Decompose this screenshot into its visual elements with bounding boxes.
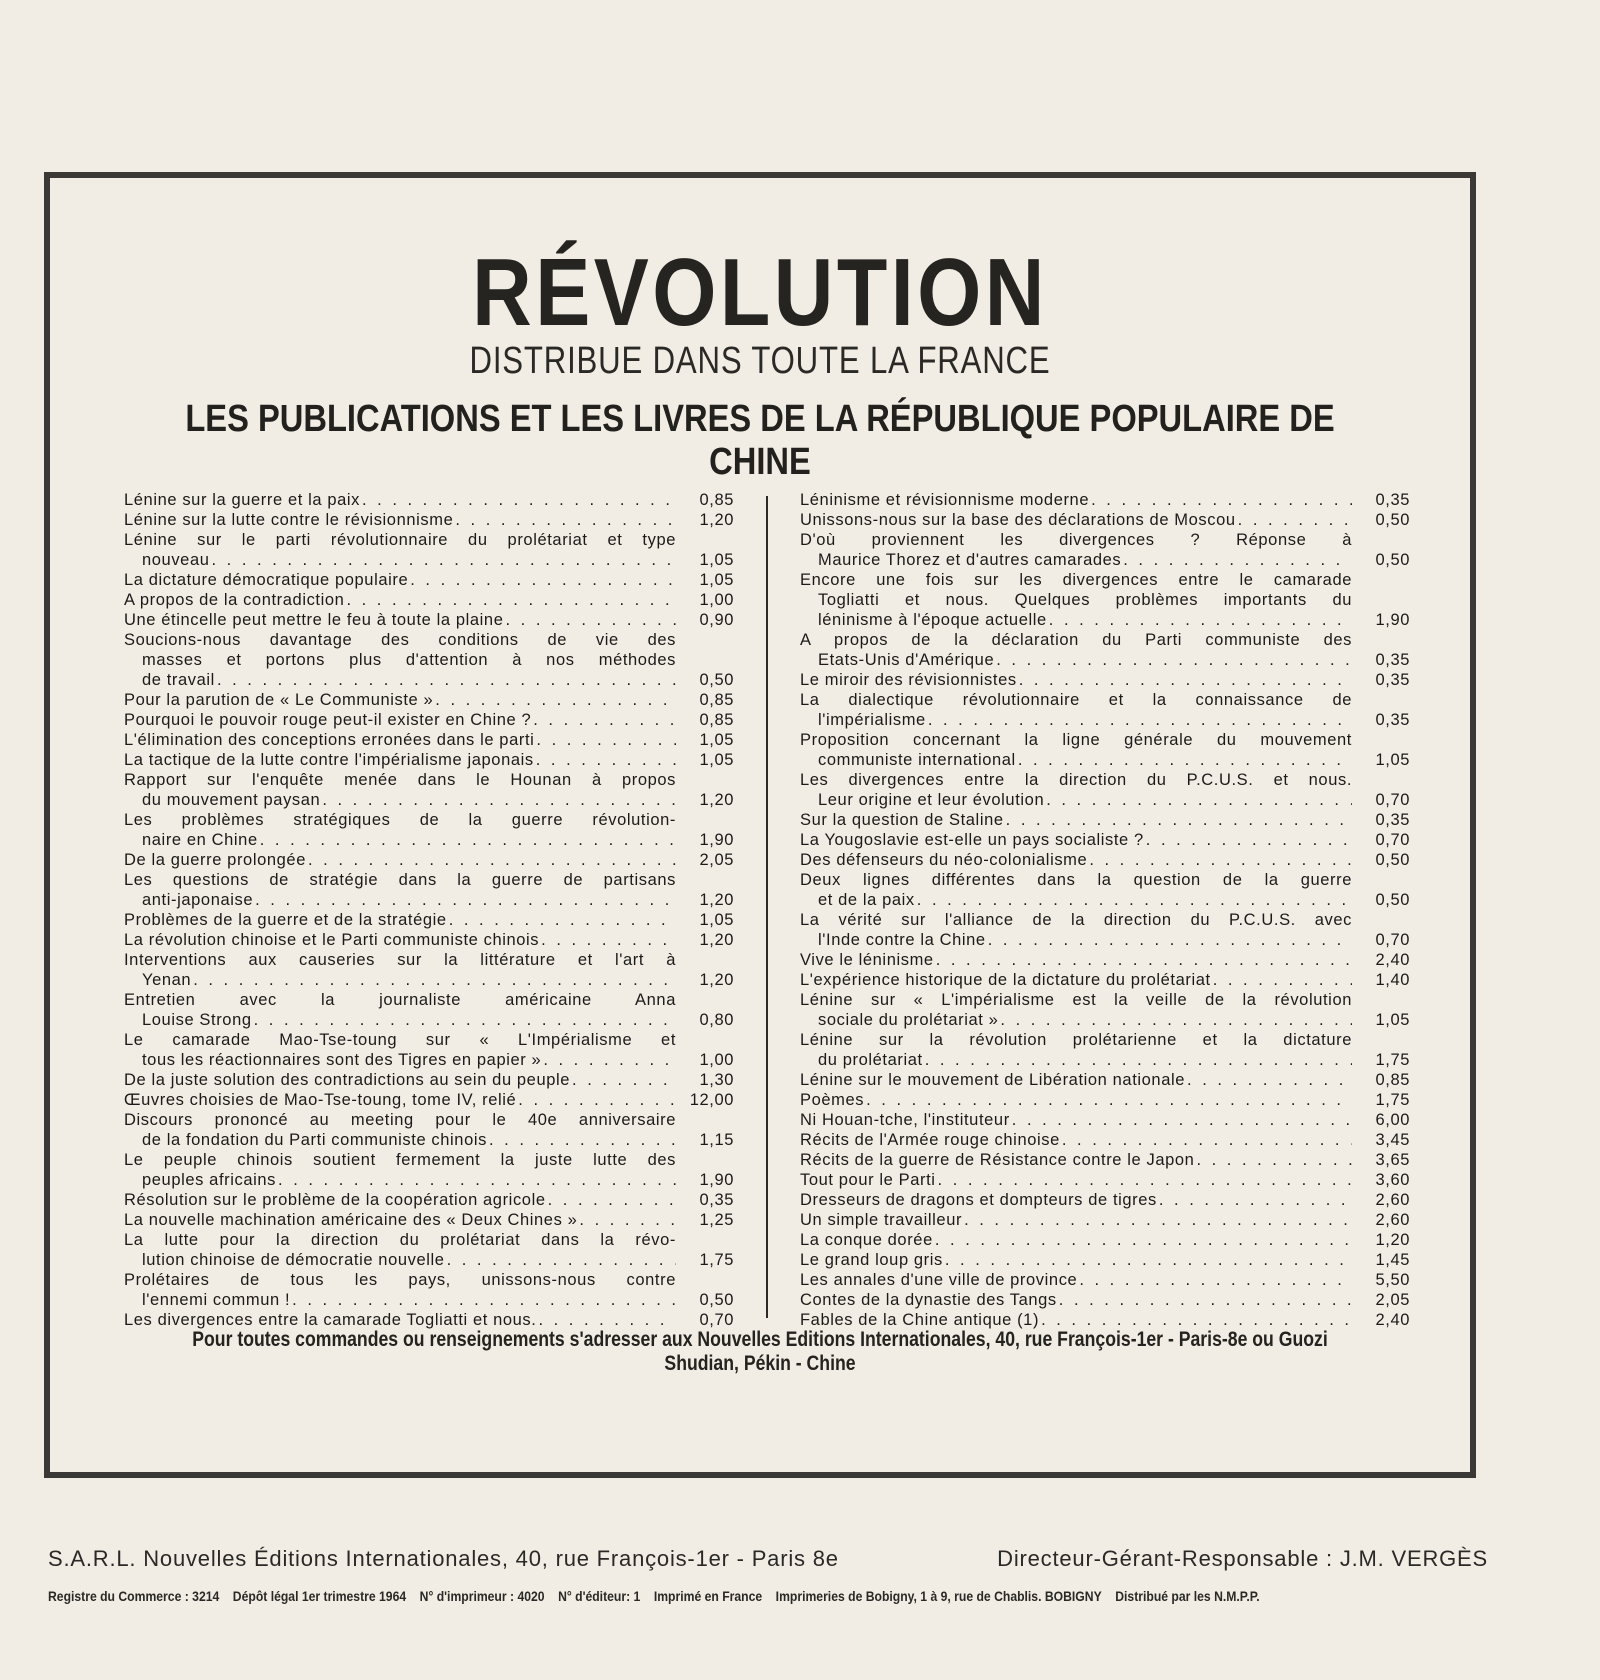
entry-title: Pour la parution de « Le Communiste »: [124, 691, 434, 709]
entry-price: 0,50: [1375, 851, 1410, 869]
entry-title: du prolétariat: [818, 1051, 923, 1069]
entry-title: Une étincelle peut mettre le feu à toute la plaine: [124, 611, 504, 629]
catalog-entry: [800, 1310, 1410, 1330]
entry-price: 1,20: [1375, 1231, 1410, 1249]
catalog-entry: [124, 950, 734, 990]
dot-leader: [1196, 1150, 1352, 1170]
catalog-entry: [124, 590, 734, 610]
entry-price: 1,05: [699, 551, 734, 569]
entry-title: l'impérialisme: [818, 711, 926, 729]
dot-leader: [572, 1070, 676, 1090]
entry-title: Entretien avec la journaliste américaine Anna: [124, 991, 676, 1009]
entry-title: Les divergences entre la camarade Togliatti et nous.: [124, 1311, 537, 1329]
catalog-entry: [124, 910, 734, 930]
entry-title: Léninisme et révisionnisme moderne: [800, 491, 1090, 509]
entry-title: Togliatti et nous. Quelques problèmes importants du: [818, 591, 1352, 609]
catalog-entry: [800, 1130, 1410, 1150]
catalog-entry: [124, 530, 734, 570]
entry-title: Le peuple chinois soutient fermement la juste lutte des: [124, 1151, 676, 1169]
dot-leader: [518, 1090, 676, 1110]
dot-leader: [260, 830, 676, 850]
entry-price: 0,90: [699, 611, 734, 629]
catalog-entry: [800, 1150, 1410, 1170]
entry-title: lution chinoise de démocratie nouvelle: [142, 1251, 445, 1269]
dot-leader: [1046, 790, 1352, 810]
catalog-entry: [800, 970, 1410, 990]
entry-price: 6,00: [1375, 1111, 1410, 1129]
dot-leader: [1018, 750, 1352, 770]
catalog-frame: [44, 172, 1476, 1478]
entry-title: et de la paix: [818, 891, 915, 909]
catalog-entry: [800, 910, 1410, 950]
dot-leader: [936, 950, 1352, 970]
dot-leader: [212, 550, 676, 570]
catalog-entry: [124, 990, 734, 1030]
dot-leader: [322, 790, 676, 810]
entry-price: 1,20: [699, 971, 734, 989]
entry-title: La dictature démocratique populaire: [124, 571, 409, 589]
catalog-entry: [124, 1090, 734, 1110]
catalog-entry: [800, 1070, 1410, 1090]
entry-price: 0,70: [699, 1311, 734, 1329]
entry-title: Prolétaires de tous les pays, unissons-nous contre: [124, 1271, 676, 1289]
entry-title: Lénine sur la guerre et la paix: [124, 491, 360, 509]
catalog-entry: [124, 570, 734, 590]
catalog-entry: [124, 810, 734, 850]
dot-leader: [917, 890, 1352, 910]
page-subtitle: DISTRIBUE DANS TOUTE LA FRANCE: [469, 340, 1051, 382]
entry-title: tous les réactionnaires sont des Tigres en papier »: [142, 1051, 542, 1069]
entry-price: 2,05: [1375, 1291, 1410, 1309]
catalog-entry: [124, 710, 734, 730]
catalog-entry: [124, 510, 734, 530]
column-divider: [766, 496, 768, 1318]
catalog-entry: [124, 1150, 734, 1190]
dot-leader: [455, 510, 676, 530]
catalog-entry: [800, 1090, 1410, 1110]
entry-price: 0,35: [1375, 671, 1410, 689]
entry-title: Encore une fois sur les divergences entre le camarade: [800, 571, 1352, 589]
dot-leader: [1041, 1310, 1352, 1330]
entry-title: A propos de la déclaration du Parti communiste des: [800, 631, 1352, 649]
entry-title: Louise Strong: [142, 1011, 252, 1029]
catalog-entry: [800, 1030, 1410, 1070]
entry-title: Vive le léninisme: [800, 951, 934, 969]
catalog-entry: [124, 1030, 734, 1070]
entry-price: 1,40: [1375, 971, 1410, 989]
catalog-entry: [124, 1310, 734, 1330]
entry-price: 0,70: [1375, 931, 1410, 949]
catalog-entry: [800, 630, 1410, 670]
dot-leader: [543, 1050, 676, 1070]
entry-title: Discours prononcé au meeting pour le 40e anniversaire: [124, 1111, 676, 1129]
dot-leader: [362, 490, 676, 510]
entry-price: 1,75: [1375, 1091, 1410, 1109]
dot-leader: [533, 710, 676, 730]
entry-price: 2,05: [699, 851, 734, 869]
dot-leader: [935, 1230, 1352, 1250]
catalog-entry: [800, 1210, 1410, 1230]
dot-leader: [996, 650, 1352, 670]
catalog-entry: [800, 830, 1410, 850]
register-commerce: Registre du Commerce : 3214: [48, 1588, 220, 1604]
catalog-entry: [124, 870, 734, 910]
entry-title: Soucions-nous davantage des conditions de vie des: [124, 631, 676, 649]
entry-price: 1,75: [1375, 1051, 1410, 1069]
entry-price: 5,50: [1375, 1271, 1410, 1289]
dot-leader: [489, 1130, 676, 1150]
entry-title: Lénine sur la lutte contre le révisionnisme: [124, 511, 454, 529]
register-editeur: N° d'éditeur: 1: [558, 1588, 641, 1604]
entry-title: sociale du prolétariat »: [818, 1011, 999, 1029]
entry-title: Récits de la guerre de Résistance contre le Japon: [800, 1151, 1195, 1169]
entry-title: Les annales d'une ville de province: [800, 1271, 1078, 1289]
entry-title: de la fondation du Parti communiste chinois: [142, 1131, 487, 1149]
publisher-line: [48, 1546, 1488, 1572]
entry-title: La vérité sur l'alliance de la direction du P.C.U.S. avec: [800, 911, 1352, 929]
dot-leader: [1146, 830, 1352, 850]
entry-title: Ni Houan-tche, l'instituteur: [800, 1111, 1010, 1129]
entry-title: Lénine sur « L'impérialisme est la veille de la révolution: [800, 991, 1352, 1009]
entry-price: 2,60: [1375, 1211, 1410, 1229]
catalog-column-left: [124, 490, 734, 1330]
entry-title: Proposition concernant la ligne générale du mouvement: [800, 731, 1352, 749]
entry-title: peuples africains: [142, 1171, 277, 1189]
entry-price: 0,85: [1375, 1071, 1410, 1089]
entry-price: 2,60: [1375, 1191, 1410, 1209]
dot-leader: [1049, 610, 1352, 630]
dot-leader: [1012, 1110, 1352, 1130]
entry-title: L'élimination des conceptions erronées dans le parti: [124, 731, 535, 749]
entry-title: nouveau: [142, 551, 210, 569]
entry-price: 0,85: [699, 691, 734, 709]
dot-leader: [255, 890, 676, 910]
entry-price: 0,50: [1375, 511, 1410, 529]
catalog-entry: [124, 490, 734, 510]
dot-leader: [1006, 810, 1352, 830]
dot-leader: [217, 670, 676, 690]
entry-title: La lutte pour la direction du prolétariat dans la révo-: [124, 1231, 676, 1249]
entry-price: 1,20: [699, 791, 734, 809]
entry-title: A propos de la contradiction: [124, 591, 345, 609]
dot-leader: [1079, 1270, 1352, 1290]
register-imprime: Imprimé en France: [653, 1588, 763, 1604]
catalog-entry: [800, 810, 1410, 830]
entry-title: Récits de l'Armée rouge chinoise: [800, 1131, 1060, 1149]
dot-leader: [925, 1050, 1352, 1070]
dot-leader: [1159, 1190, 1352, 1210]
catalog-entry: [124, 730, 734, 750]
entry-price: 1,75: [699, 1251, 734, 1269]
entry-price: 0,85: [699, 491, 734, 509]
entry-title: Fables de la Chine antique (1): [800, 1311, 1040, 1329]
catalog-entry: [124, 750, 734, 770]
dot-leader: [1059, 1290, 1352, 1310]
entry-price: 1,25: [699, 1211, 734, 1229]
entry-title: La conque dorée: [800, 1231, 933, 1249]
entry-title: Rapport sur l'enquête menée dans le Hounan à propos: [124, 771, 676, 789]
entry-title: Les divergences entre la direction du P.C.U.S. et nous.: [800, 771, 1352, 789]
entry-price: 1,05: [699, 571, 734, 589]
entry-price: 0,35: [1375, 651, 1410, 669]
dot-leader: [928, 710, 1352, 730]
catalog-entry: [124, 690, 734, 710]
dot-leader: [541, 930, 676, 950]
entry-price: 0,70: [1375, 831, 1410, 849]
entry-title: De la juste solution des contradictions au sein du peuple: [124, 1071, 571, 1089]
catalog-entry: [800, 570, 1410, 630]
register-distribue: Distribué par les N.M.P.P.: [1115, 1588, 1260, 1604]
entry-title: Lénine sur la révolution prolétarienne et la dictature: [800, 1031, 1352, 1049]
dot-leader: [866, 1090, 1352, 1110]
catalog-entry: [800, 690, 1410, 730]
dot-leader: [435, 690, 676, 710]
entry-price: 0,35: [699, 1191, 734, 1209]
catalog-entry: [124, 1110, 734, 1150]
entry-price: 1,45: [1375, 1251, 1410, 1269]
entry-title: Résolution sur le problème de la coopération agricole: [124, 1191, 546, 1209]
entry-title: De la guerre prolongée: [124, 851, 306, 869]
dot-leader: [945, 1250, 1352, 1270]
dot-leader: [536, 730, 676, 750]
entry-title: L'expérience historique de la dictature du prolétariat: [800, 971, 1211, 989]
catalog-entry: [124, 630, 734, 690]
entry-title: du mouvement paysan: [142, 791, 321, 809]
dot-leader: [579, 1210, 676, 1230]
entry-price: 1,00: [699, 591, 734, 609]
entry-price: 0,35: [1375, 711, 1410, 729]
entry-title: masses et portons plus d'attention à nos méthodes: [142, 651, 676, 669]
entry-price: 0,80: [699, 1011, 734, 1029]
entry-title: Le miroir des révisionnistes: [800, 671, 1017, 689]
dot-leader: [1000, 1010, 1352, 1030]
catalog-entry: [800, 730, 1410, 770]
ordering-info: Pour toutes commandes ou renseignements s'adresser aux Nouvelles Editions Internationales, 40, rue François-1er - Paris-8e ou Guozi Shudian, Pékin - Chine: [192, 1328, 1328, 1375]
catalog-entry: [124, 610, 734, 630]
entry-price: 1,05: [699, 751, 734, 769]
entry-price: 12,00: [689, 1091, 734, 1109]
register-imprimeur: N° d'imprimeur : 4020: [419, 1588, 545, 1604]
catalog-entry: [800, 990, 1410, 1030]
entry-price: 1,15: [699, 1131, 734, 1149]
entry-price: 1,90: [699, 831, 734, 849]
catalog-entry: [124, 1190, 734, 1210]
catalog-entry: [800, 1170, 1410, 1190]
dot-leader: [1213, 970, 1352, 990]
entry-title: l'Inde contre la Chine: [818, 931, 986, 949]
dot-leader: [1123, 550, 1352, 570]
entry-price: 3,60: [1375, 1171, 1410, 1189]
catalog-entry: [800, 1110, 1410, 1130]
dot-leader: [447, 1250, 676, 1270]
entry-price: 1,20: [699, 931, 734, 949]
entry-title: La dialectique révolutionnaire et la connaissance de: [800, 691, 1352, 709]
entry-price: 0,85: [699, 711, 734, 729]
dot-leader: [1187, 1070, 1352, 1090]
page-subtitle-secondary: LES PUBLICATIONS ET LES LIVRES DE LA RÉPUBLIQUE POPULAIRE DE CHINE: [185, 398, 1335, 483]
entry-title: Pourquoi le pouvoir rouge peut-il exister en Chine ?: [124, 711, 532, 729]
catalog-entry: [800, 1250, 1410, 1270]
entry-title: La Yougoslavie est-elle un pays socialiste ?: [800, 831, 1144, 849]
entry-title: Yenan: [142, 971, 192, 989]
catalog-entry: [124, 770, 734, 810]
entry-title: communiste international: [818, 751, 1016, 769]
catalog-entry: [800, 950, 1410, 970]
entry-price: 1,05: [699, 911, 734, 929]
entry-title: Sur la question de Staline: [800, 811, 1004, 829]
register-line: [48, 1588, 1327, 1604]
dot-leader: [988, 930, 1352, 950]
entry-price: 1,05: [1375, 751, 1410, 769]
dot-leader: [193, 970, 676, 990]
entry-price: 3,65: [1375, 1151, 1410, 1169]
entry-title: Tout pour le Parti: [800, 1171, 936, 1189]
entry-price: 2,40: [1375, 951, 1410, 969]
entry-title: Les questions de stratégie dans la guerre de partisans: [124, 871, 676, 889]
catalog-entry: [800, 850, 1410, 870]
catalog-entry: [800, 870, 1410, 910]
catalog-column-right: [800, 490, 1410, 1330]
entry-title: Lénine sur le mouvement de Libération nationale: [800, 1071, 1186, 1089]
catalog-entry: [800, 1190, 1410, 1210]
entry-price: 0,35: [1375, 811, 1410, 829]
dot-leader: [548, 1190, 676, 1210]
dot-leader: [938, 1170, 1352, 1190]
dot-leader: [505, 610, 676, 630]
dot-leader: [964, 1210, 1352, 1230]
entry-title: Les problèmes stratégiques de la guerre révolution-: [124, 811, 676, 829]
entry-price: 1,05: [1375, 1011, 1410, 1029]
dot-leader: [1019, 670, 1352, 690]
entry-title: Etats-Unis d'Amérique: [818, 651, 995, 669]
entry-title: D'où proviennent les divergences ? Réponse à: [800, 531, 1352, 549]
entry-price: 3,45: [1375, 1131, 1410, 1149]
dot-leader: [410, 570, 676, 590]
entry-title: léninisme à l'époque actuelle: [818, 611, 1047, 629]
entry-price: 1,90: [1375, 611, 1410, 629]
catalog-entry: [800, 1290, 1410, 1310]
entry-title: Œuvres choisies de Mao-Tse-toung, tome IV, relié: [124, 1091, 517, 1109]
dot-leader: [1238, 510, 1352, 530]
entry-title: Le grand loup gris: [800, 1251, 943, 1269]
entry-price: 1,90: [699, 1171, 734, 1189]
entry-price: 0,50: [699, 671, 734, 689]
catalog-entry: [124, 1210, 734, 1230]
entry-title: de travail: [142, 671, 215, 689]
register-imprimeries: Imprimeries de Bobigny, 1 à 9, rue de Chablis. BOBIGNY: [775, 1588, 1102, 1604]
entry-title: Poèmes: [800, 1091, 865, 1109]
entry-price: 1,30: [699, 1071, 734, 1089]
dot-leader: [1062, 1130, 1352, 1150]
catalog-entry: [124, 1230, 734, 1270]
entry-title: La révolution chinoise et le Parti communiste chinois: [124, 931, 540, 949]
entry-title: Maurice Thorez et d'autres camarades: [818, 551, 1122, 569]
entry-title: l'ennemi commun !: [142, 1291, 291, 1309]
dot-leader: [254, 1010, 676, 1030]
dot-leader: [1091, 490, 1352, 510]
entry-price: 0,50: [1375, 891, 1410, 909]
entry-title: Lénine sur le parti révolutionnaire du prolétariat et type: [124, 531, 676, 549]
entry-title: Contes de la dynastie des Tangs: [800, 1291, 1057, 1309]
publisher-director: Directeur-Gérant-Responsable : J.M. VERGÈS: [997, 1546, 1488, 1571]
entry-title: naire en Chine: [142, 831, 258, 849]
catalog-entry: [800, 770, 1410, 810]
catalog-entry: [800, 510, 1410, 530]
dot-leader: [536, 750, 676, 770]
dot-leader: [278, 1170, 676, 1190]
dot-leader: [1089, 850, 1352, 870]
entry-price: 1,20: [699, 891, 734, 909]
entry-title: Le camarade Mao-Tse-toung sur « L'Impérialisme et: [124, 1031, 676, 1049]
entry-title: Des défenseurs du néo-colonialisme: [800, 851, 1088, 869]
entry-price: 0,70: [1375, 791, 1410, 809]
catalog-entry: [800, 670, 1410, 690]
catalog-entry: [800, 1270, 1410, 1290]
dot-leader: [292, 1290, 676, 1310]
entry-price: 0,50: [699, 1291, 734, 1309]
dot-leader: [346, 590, 676, 610]
entry-price: 0,50: [1375, 551, 1410, 569]
page-title: RÉVOLUTION: [472, 239, 1048, 346]
catalog-entry: [124, 1070, 734, 1090]
dot-leader: [308, 850, 676, 870]
entry-price: 1,05: [699, 731, 734, 749]
catalog-entry: [124, 850, 734, 870]
entry-price: 1,20: [699, 511, 734, 529]
catalog-entry: [800, 490, 1410, 510]
register-depot: Dépôt légal 1er trimestre 1964: [232, 1588, 407, 1604]
entry-title: anti-japonaise: [142, 891, 254, 909]
publisher-address: S.A.R.L. Nouvelles Éditions Internationales, 40, rue François-1er - Paris 8e: [48, 1546, 839, 1571]
entry-title: Leur origine et leur évolution: [818, 791, 1045, 809]
entry-title: Problèmes de la guerre et de la stratégie: [124, 911, 447, 929]
entry-price: 0,35: [1375, 491, 1410, 509]
catalog-entry: [124, 930, 734, 950]
dot-leader: [449, 910, 676, 930]
entry-title: La tactique de la lutte contre l'impérialisme japonais: [124, 751, 534, 769]
entry-title: Deux lignes différentes dans la question de la guerre: [800, 871, 1352, 889]
entry-title: Interventions aux causeries sur la littérature et l'art à: [124, 951, 676, 969]
catalog-entry: [800, 530, 1410, 570]
entry-price: 2,40: [1375, 1311, 1410, 1329]
entry-price: 1,00: [699, 1051, 734, 1069]
entry-title: La nouvelle machination américaine des « Deux Chines »: [124, 1211, 578, 1229]
dot-leader: [538, 1310, 676, 1330]
catalog-entry: [124, 1270, 734, 1310]
entry-title: Un simple travailleur: [800, 1211, 963, 1229]
catalog-entry: [800, 1230, 1410, 1250]
entry-title: Dresseurs de dragons et dompteurs de tigres: [800, 1191, 1157, 1209]
entry-title: Unissons-nous sur la base des déclarations de Moscou: [800, 511, 1236, 529]
